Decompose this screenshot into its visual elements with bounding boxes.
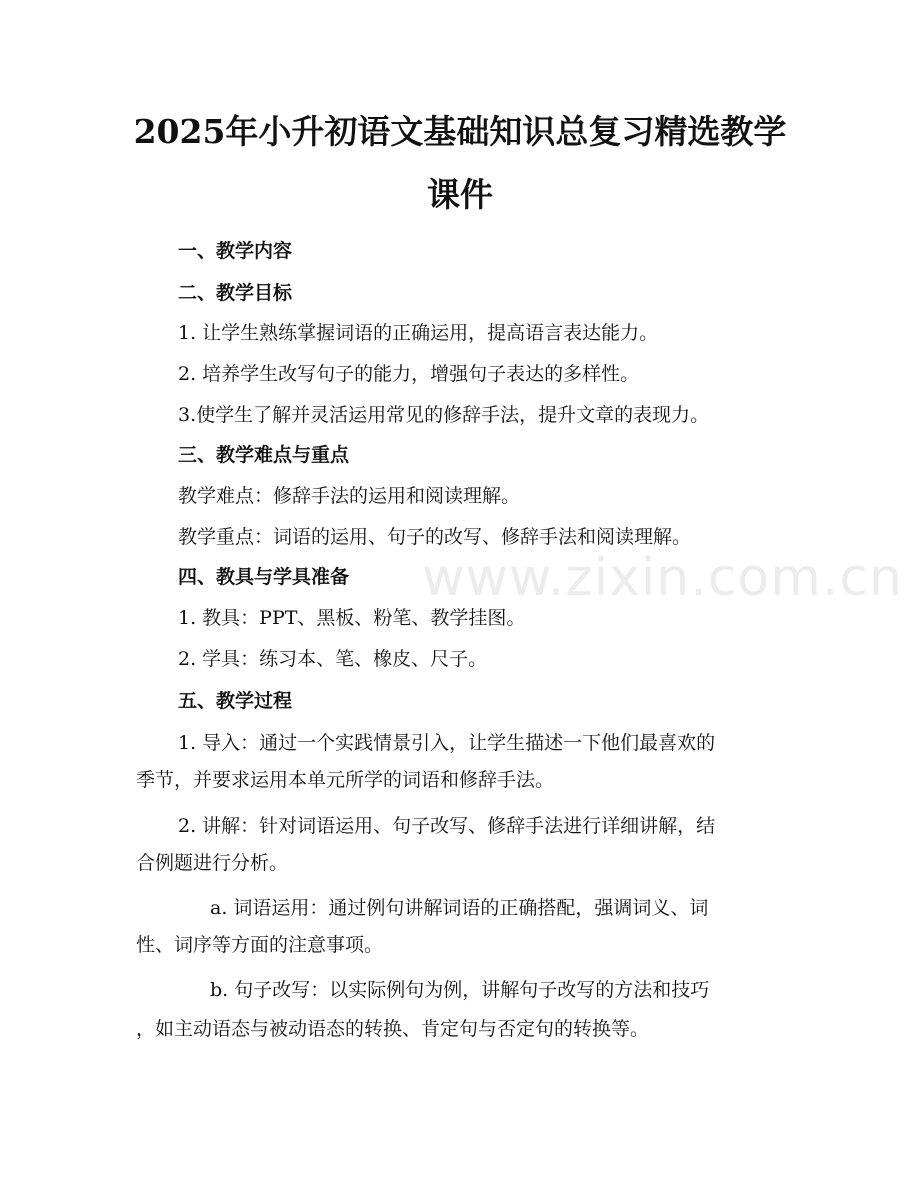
process-paragraph-1-line-1: 1. 导入：通过一个实践情景引入，让学生描述一下他们最喜欢的 bbox=[178, 732, 716, 754]
section-heading-materials: 四、教具与学具准备 bbox=[178, 566, 350, 588]
watermark: www.zixin.com.cn bbox=[422, 548, 903, 608]
difficulty-text: 教学难点：修辞手法的运用和阅读理解。 bbox=[178, 485, 521, 507]
process-sub-b-line-1: b. 句子改写：以实际例句为例，讲解句子改写的方法和技巧 bbox=[210, 979, 710, 1001]
materials-item-2: 2. 学具：练习本、笔、橡皮、尺子。 bbox=[178, 648, 488, 670]
objective-item-2: 2. 培养学生改写句子的能力，增强句子表达的多样性。 bbox=[178, 363, 640, 385]
section-heading-process: 五、教学过程 bbox=[178, 690, 293, 712]
objective-item-1: 1. 让学生熟练掌握词语的正确运用，提高语言表达能力。 bbox=[178, 322, 659, 344]
process-sub-a-line-2: 性、词序等方面的注意事项。 bbox=[136, 934, 384, 956]
section-heading-difficulty: 三、教学难点与重点 bbox=[178, 444, 350, 466]
document-title-line-2: 课件 bbox=[427, 175, 493, 214]
process-paragraph-2-line-1: 2. 讲解：针对词语运用、句子改写、修辞手法进行详细讲解，结 bbox=[178, 815, 716, 837]
section-heading-objectives: 二、教学目标 bbox=[178, 282, 293, 304]
process-paragraph-2-line-2: 合例题进行分析。 bbox=[136, 852, 289, 874]
section-heading-content: 一、教学内容 bbox=[178, 240, 293, 262]
process-paragraph-1-line-2: 季节，并要求运用本单元所学的词语和修辞手法。 bbox=[136, 769, 555, 791]
document-title-line-1: 2025年小升初语文基础知识总复习精选教学 bbox=[133, 112, 787, 151]
objective-item-3: 3.使学生了解并灵活运用常见的修辞手法，提升文章的表现力。 bbox=[178, 404, 710, 426]
focus-text: 教学重点：词语的运用、句子的改写、修辞手法和阅读理解。 bbox=[178, 526, 692, 548]
process-sub-b-line-2: ，如主动语态与被动语态的转换、肯定句与否定句的转换等。 bbox=[136, 1018, 650, 1040]
materials-item-1: 1. 教具：PPT、黑板、粉笔、教学挂图。 bbox=[178, 607, 526, 629]
process-sub-a-line-1: a. 词语运用：通过例句讲解词语的正确搭配，强调词义、词 bbox=[210, 897, 709, 919]
